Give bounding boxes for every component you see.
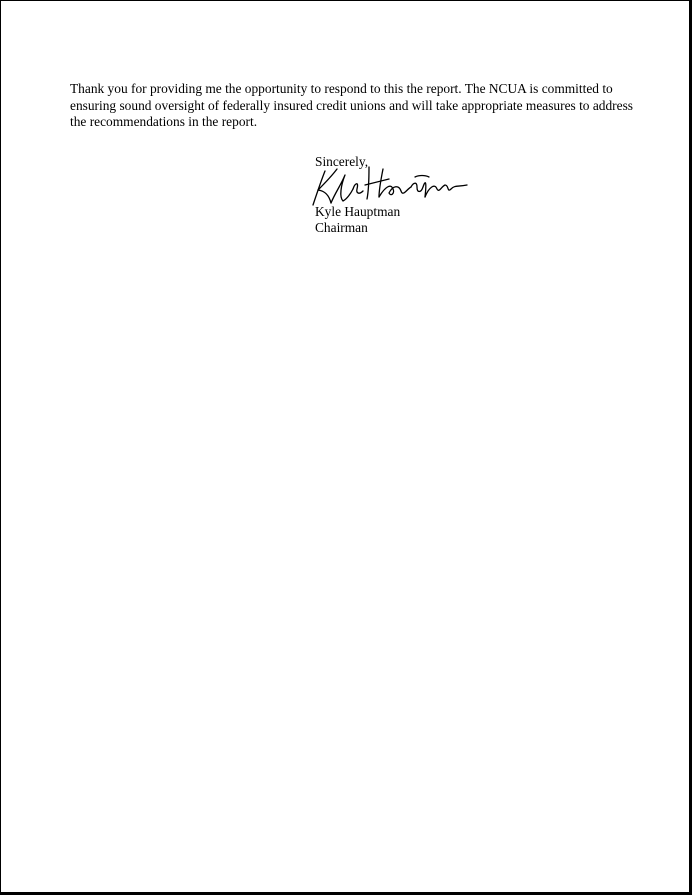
letter-body-paragraph: Thank you for providing me the opportunity to respond to this the report. The NCUA is committed to ensuring sound oversight of federally insured credit unions and will take appropriate measures to address the recommendations in the report. bbox=[70, 81, 633, 129]
closing-salutation: Sincerely, bbox=[315, 154, 369, 169]
handwritten-signature bbox=[307, 163, 469, 209]
signer-name: Kyle Hauptman bbox=[315, 204, 401, 219]
signer-title: Chairman bbox=[315, 220, 368, 235]
